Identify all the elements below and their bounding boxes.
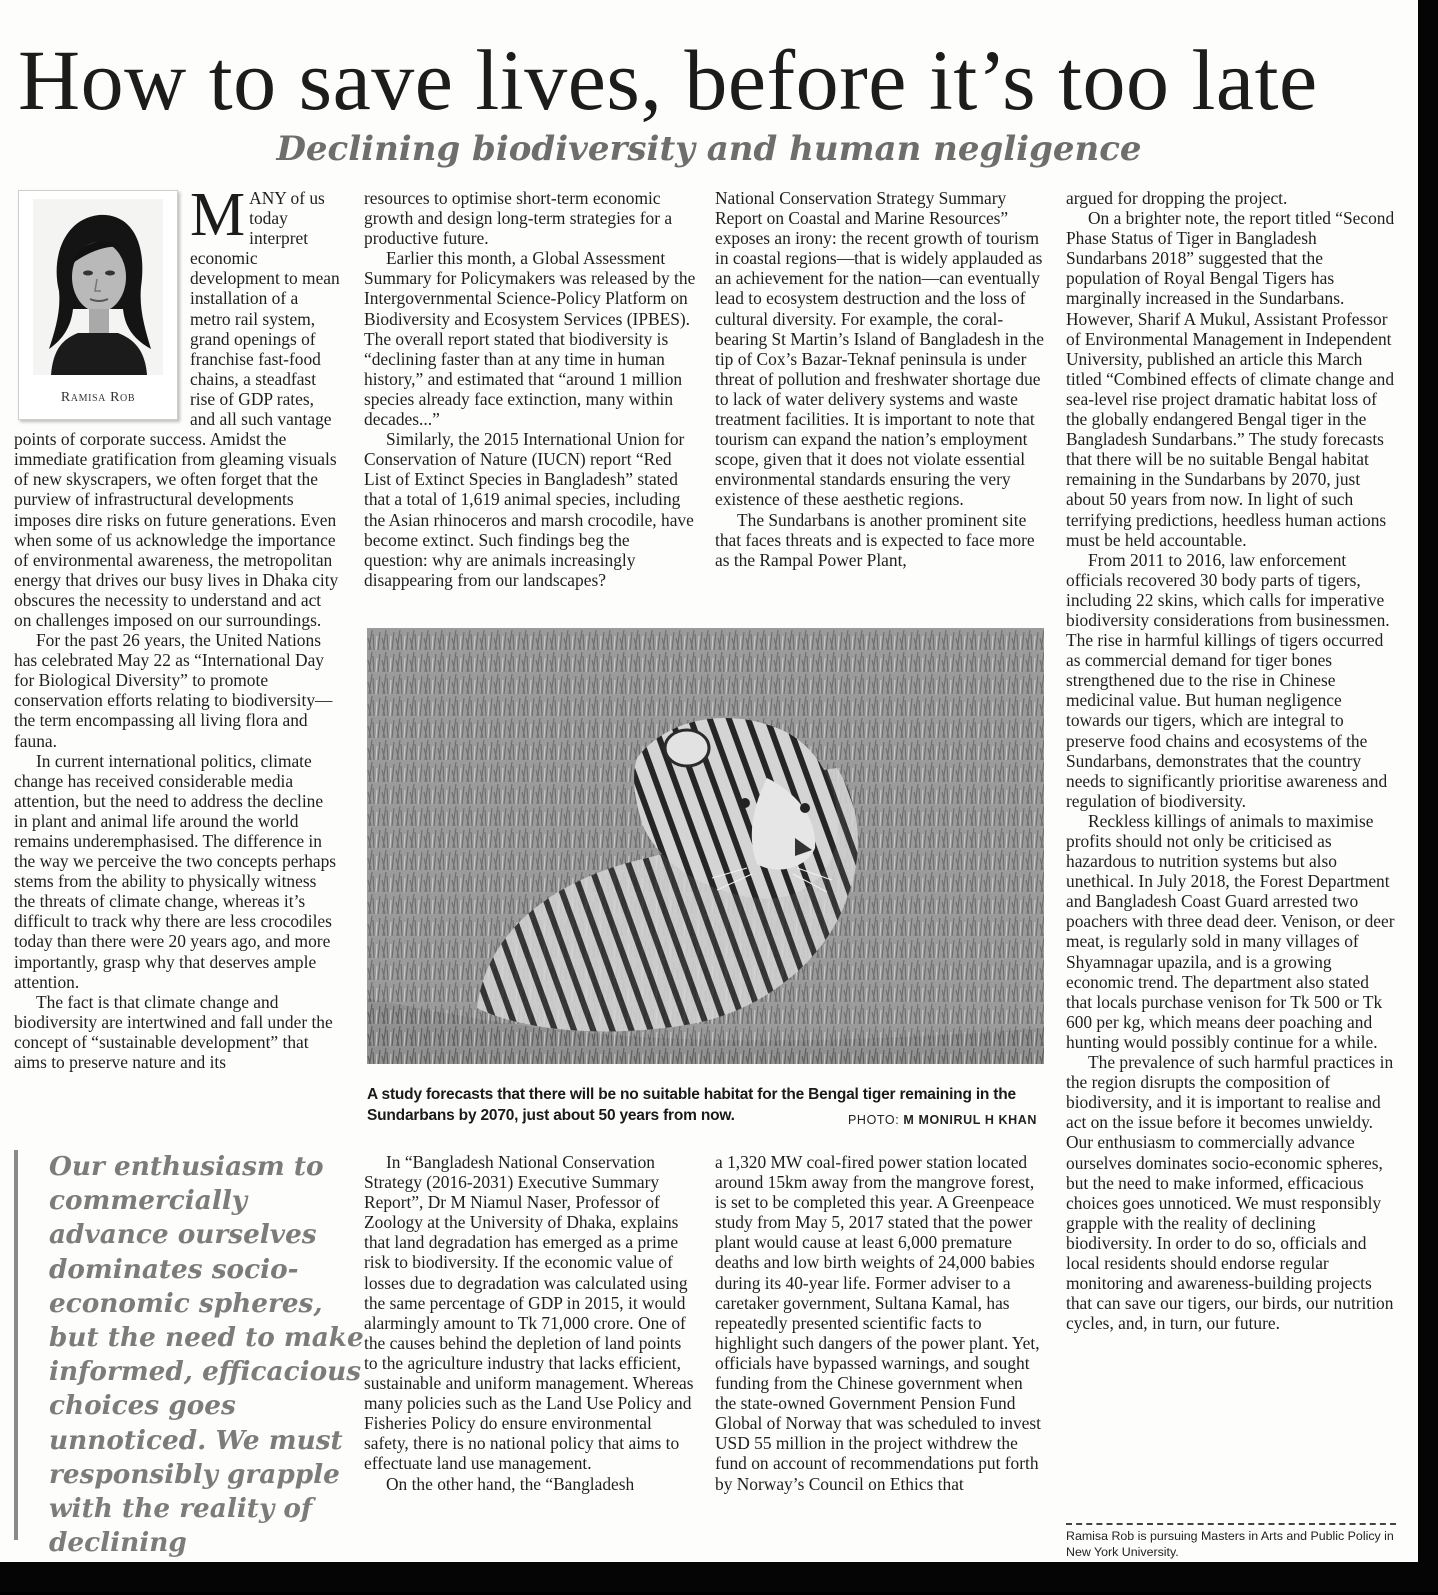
headline: How to save lives, before it’s too late	[18, 32, 1318, 128]
author-card	[18, 190, 178, 420]
paragraph: From 2011 to 2016, law enforcement officials recovered 30 body parts of tigers, including 22 skins, which calls for imperative biodiversity considerations from businessmen. The rise in harmful killings of tigers occurred as commercial demand for tiger bones strengthened due to the rise in Chinese medicinal value. But human negligence towards our tigers, which are integral to preserve food chains and ecosystems of the Sundarbans, demonstrates that the country needs to significantly prioritise awareness and regulation of biodiversity.	[1066, 549, 1390, 811]
paragraph: In “Bangladesh National Conservation Strategy (2016-2031) Executive Summary Report”, Dr M Niamul Naser, Professor of Zoology at the University of Dhaka, explains that land degradation has emerged as a prime risk to biodiversity. If the economic value of losses due to degradation was calculated using the same percentage of GDP in 2015, it would alarmingly amount to Tk 71,000 crore. One of the causes behind the depletion of land points to the agriculture industry that lacks efficient, sustainable and uniform management. Whereas many policies such as the Land Use Policy and Fisheries Policy do ensure environmental safety, there is no national policy that aims to effectuate land use management.	[364, 1152, 694, 1474]
author-photo	[33, 199, 163, 375]
drop-cap: M	[190, 181, 246, 249]
paragraph: For the past 26 years, the United Nations has celebrated May 22 as “International Day for Biological Diversity” to promote conservation efforts relating to biodiversity—the term encompassing all living flora and fauna.	[14, 630, 333, 751]
paragraph: The prevalence of such harmful practices in the region disrupts the composition of biodiversity, and it is important to realise and act on the issue before it becomes unwieldy. Our enthusiasm to commercially advance ourselves dominates socio-economic spheres, but the need to make informed, efficacious choices goes unnoticed. We must responsibly grapple with the reality of declining biodiversity. In order to do so, officials and local residents should endorse regular monitoring and awareness-building projects that can save our tigers, our birds, our nutrition cycles, and, in turn, our future.	[1066, 1052, 1394, 1334]
bio-divider	[1066, 1523, 1396, 1525]
photo-credit-label: PHOTO:	[848, 1113, 900, 1127]
subheadline: Declining biodiversity and human negligence	[276, 129, 1142, 169]
paragraph: Earlier this month, a Global Assessment Summary for Policymakers was released by the Intergovernmental Science-Policy Platform on Biodiversity and Ecosystem Services (IPBES). The overall report stated that biodiversity is “declining faster than at any time in human history,” and estimated that “around 1 million species already face extinction, many within decades...”	[364, 248, 696, 430]
paragraph: On a brighter note, the report titled “Second Phase Status of Tiger in Bangladesh Sundarbans 2018” suggested that the population of Royal Bengal Tigers has marginally increased in the Sundarbans. However, Sharif A Mukul, Assistant Professor of Environmental Management in Independent University, published an article this March titled “Combined effects of climate change and sea-level rise project dramatic habitat loss of the globally endangered Bengal tiger in the Bangladesh Sundarbans.” The study forecasts that there will be no suitable Bengal habitat remaining in the Sundarbans by 2070, just about 50 years from now. In light of such terrifying predictions, heedless human actions must be held accountable.	[1066, 208, 1395, 550]
photo-credit-name: M MONIRUL H KHAN	[903, 1113, 1038, 1127]
pull-quote-text: Our enthusiasm to commercially advance ourselves dominates socio-economic spheres, but the need to make informed, efficacious choices goes unnoticed. We must responsibly grapple with the reality of declining	[49, 1151, 364, 1559]
photo-credit	[848, 1113, 1037, 1127]
pull-quote	[14, 1150, 364, 1559]
article-column-2-lower	[364, 1152, 696, 1494]
article-column-3	[715, 188, 1045, 570]
paragraph: Reckless killings of animals to maximise profits should not only be criticised as hazardous to nutrition systems but also unethical. In July 2018, the Forest Department and Bangladesh Coast Guard arrested two poachers with three dead deer. Venison, or deer meat, is regularly sold in many villages of Shyamnagar upazila, and is a growing economic trend. The department also stated that locals purchase venison for Tk 500 or Tk 600 per kg, which means deer poaching and hunting would possibly continue for a while.	[1066, 810, 1395, 1052]
article-column-4	[1066, 188, 1396, 1333]
tiger-photo	[367, 628, 1044, 1064]
paragraph: The Sundarbans is another prominent site that faces threats and is expected to face more as the Rampal Power Plant,	[715, 509, 1035, 570]
paragraph: The fact is that climate change and biodiversity are intertwined and fall under the concept of “sustainable development” that aims to preserve nature and its	[14, 991, 333, 1073]
scan-border-bottom	[0, 1562, 1438, 1592]
paragraph: National Conservation Strategy Summary Report on Coastal and Marine Resources” exposes an irony: the recent growth of tourism in coastal regions—that is widely applauded as an achievement for the nation—can eventually lead to ecosystem destruction and the loss of cultural diversity. For example, the coral-bearing St Martin’s Island of Bangladesh in the tip of Cox’s Bazar-Teknaf peninsula is under threat of pollution and freshwater shortage due to lack of water delivery systems and waste treatment facilities. It is important to note that tourism can expand the nation’s employment scope, given that it does not violate essential environmental standards ensuring the very existence of these aesthetic regions.	[715, 188, 1044, 510]
scan-border-right	[1418, 0, 1438, 1592]
article-column-3-lower	[715, 1152, 1045, 1494]
paragraph: In current international politics, climate change has received considerable media attention, but the need to address the decline in plant and animal life around the world remains underemphasised. The difference in the way we perceive the two concepts perhaps stems from the ability to physically witness the threats of climate change, whereas it’s difficult to track why there are less crocodiles today than there were 20 years ago, and more importantly, grasp why that deserves ample attention.	[14, 750, 337, 992]
tiger-illustration	[367, 628, 1044, 1064]
article-column-1	[14, 181, 340, 1073]
photo-caption: A study forecasts that there will be no suitable habitat for the Bengal tiger remaining in the Sundarbans by 2070, just about 50 years from now.	[367, 1086, 1016, 1124]
lead-paragraph: ANY of us today interpret economic development to mean installation of a metro rail system, grand openings of franchise fast-food chains, a steadfast rise of GDP rates, and all such vantage points of corporate success. Amidst the immediate gratification from gleaming visuals of new skyscrapers, we often forget that the purview of infrastructural developments imposes dire risks on future generations. Even when some of us acknowledge the importance of environmental awareness, the metropolitan energy that drives our busy lives in Dhaka city obscures the necessity to understand and act on challenges imposed on our surroundings.	[14, 188, 340, 630]
paragraph: a 1,320 MW coal-fired power station located around 15km away from the mangrove forest, is set to be completed this year. A Greenpeace study from May 5, 2017 stated that the power plant would cause at least 6,000 premature deaths and low birth weights of 24,000 babies during its 40-year life. Former adviser to a caretaker government, Sultana Kamal, has repeatedly presented scientific facts to highlight such dangers of the power plant. Yet, officials have bypassed warnings, and sought funding from the Chinese government when the state-owned Government Pension Fund Global of Norway that was scheduled to invest USD 55 million in the project withdrew the fund on account of recommendations put forth by Norway’s Council on Ethics that	[715, 1152, 1041, 1494]
paragraph: On the other hand, the “Bangladesh	[386, 1473, 635, 1494]
paragraph: resources to optimise short-term economic growth and design long-term strategies for a productive future.	[364, 188, 673, 249]
paragraph: Similarly, the 2015 International Union for Conservation of Nature (IUCN) report “Red List of Extinct Species in Bangladesh” stated that a total of 1,619 animal species, including the Asian rhinoceros and marsh crocodile, have become extinct. Such findings beg the question: why are animals increasingly disappearing from our landscapes?	[364, 429, 694, 590]
author-bio: Ramisa Rob is pursuing Masters in Arts and Public Policy in New York University.	[1066, 1529, 1394, 1559]
author-name: Ramisa Rob	[60, 390, 136, 405]
article-column-2	[364, 188, 696, 590]
paragraph: argued for dropping the project.	[1066, 188, 1288, 208]
